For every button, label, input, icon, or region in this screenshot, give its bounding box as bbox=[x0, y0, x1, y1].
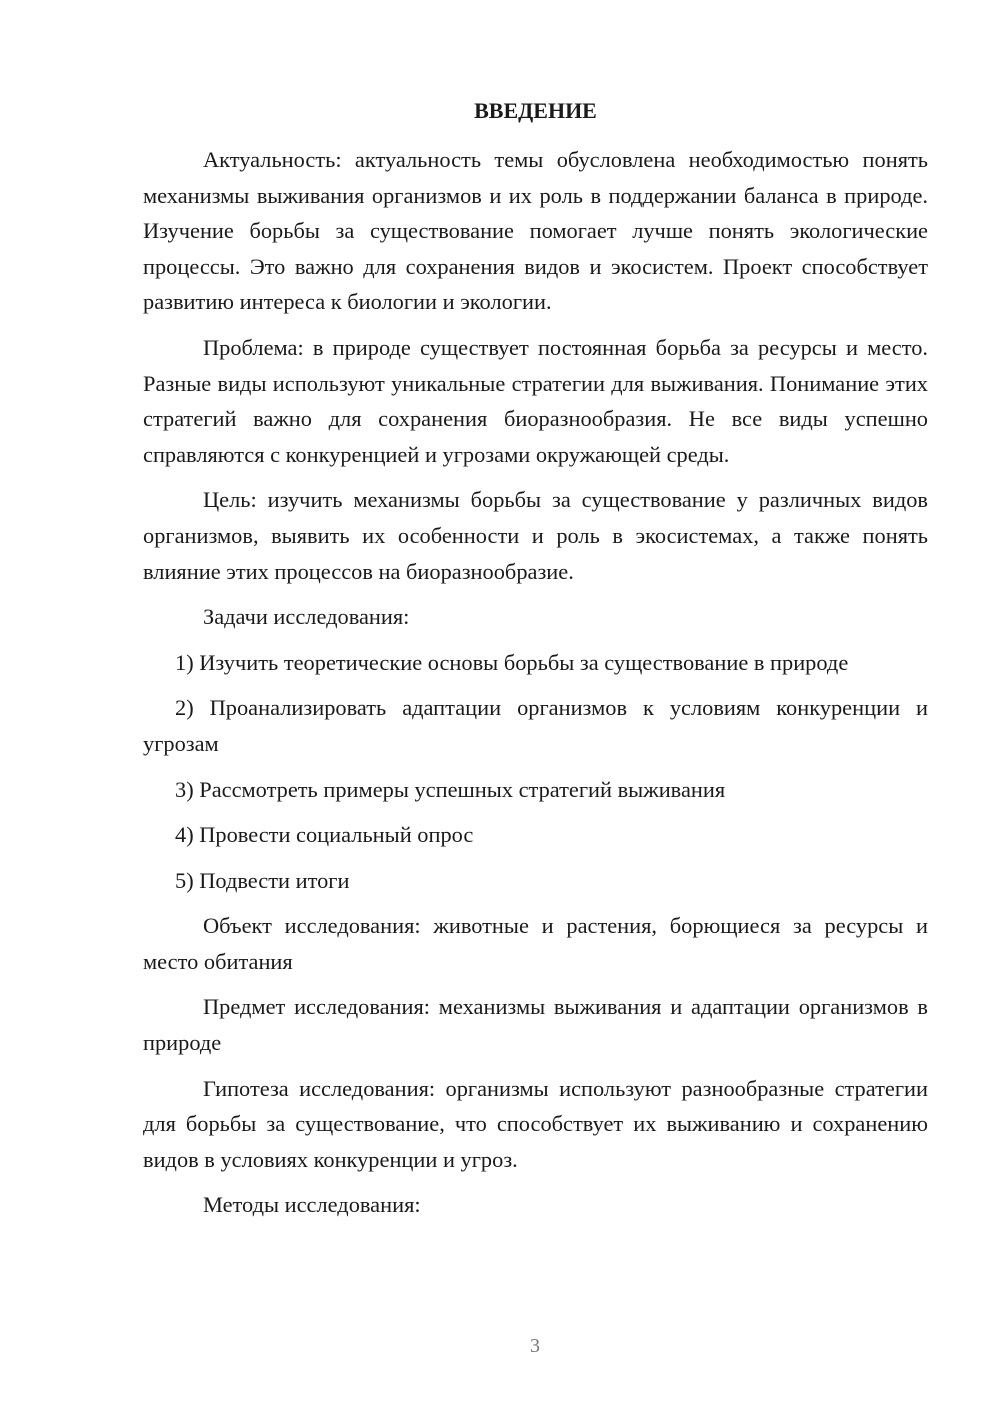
page-number: 3 bbox=[530, 1335, 540, 1357]
page-title: ВВЕДЕНИЕ bbox=[474, 98, 597, 123]
paragraph-problem: Проблема: в природе существует постоянная борьба за ресурсы и место. Разные виды используют уникальные стратегии для выживания. Понимание этих стратегий важно для сохранения биоразнообразия. Не все виды успешно справляются с конкуренцией и угрозами окружающей среды. bbox=[143, 334, 928, 467]
task-item: 2) Проанализировать адаптации организмов к условиям конкуренции и угрозам bbox=[143, 695, 928, 756]
paragraph-relevance: Актуальность: актуальность темы обусловлена необходимостью понять механизмы выживания организмов и их роль в поддержании баланса в природе. Изучение борьбы за существование помогает лучше понять экологические процессы. Это важно для сохранения видов и экосистем. Проект способствует развитию интереса к биологии и экологии. bbox=[143, 147, 928, 315]
paragraph-methods-heading: Методы исследования: bbox=[203, 1192, 421, 1218]
paragraph-object: Объект исследования: животные и растения, борющиеся за ресурсы и место обитания bbox=[143, 913, 928, 974]
task-item: 3) Рассмотреть примеры успешных стратегий выживания bbox=[175, 776, 726, 802]
task-item: 4) Провести социальный опрос bbox=[175, 822, 474, 848]
paragraph-hypothesis: Гипотеза исследования: организмы используют разнообразные стратегии для борьбы за существование, что способствует их выживанию и сохранению видов в условиях конкуренции и угроз. bbox=[143, 1075, 928, 1172]
document-body bbox=[143, 142, 928, 1233]
task-item: 5) Подвести итоги bbox=[175, 867, 350, 893]
paragraph-tasks-heading: Задачи исследования: bbox=[203, 604, 410, 630]
paragraph-subject: Предмет исследования: механизмы выживания и адаптации организмов в природе bbox=[143, 994, 928, 1056]
paragraph-goal: Цель: изучить механизмы борьбы за существование у различных видов организмов, выявить их особенности и роль в экосистемах, а также понять влияние этих процессов на биоразнообразие. bbox=[143, 487, 928, 584]
task-item: 1) Изучить теоретические основы борьбы за существование в природе bbox=[175, 649, 849, 675]
